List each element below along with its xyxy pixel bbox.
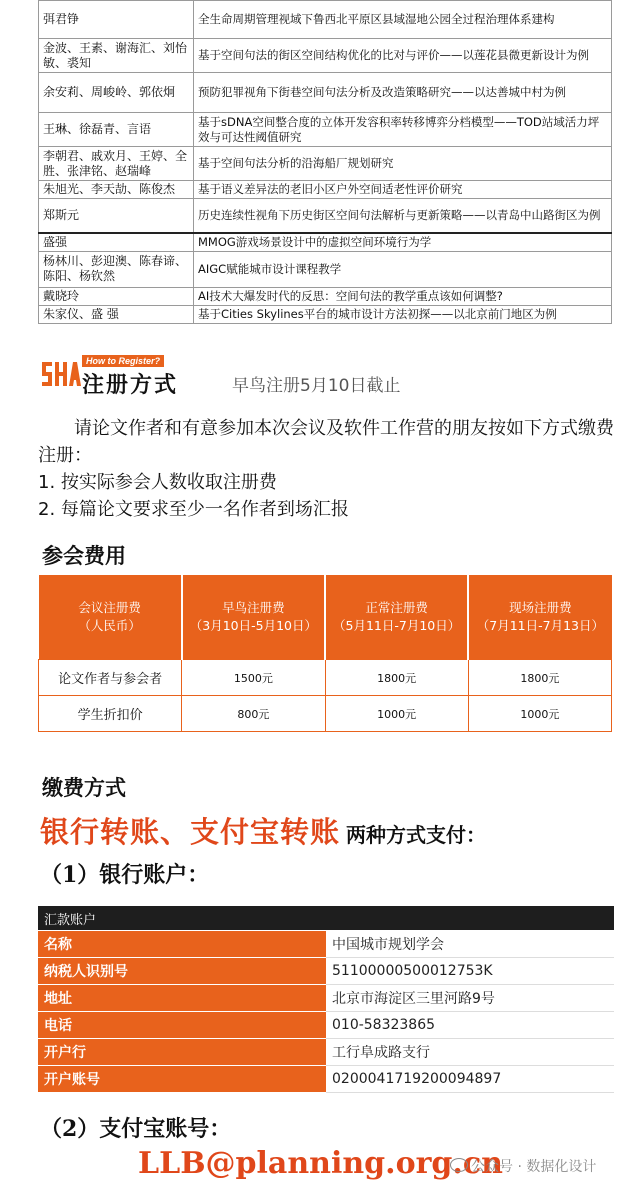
- fees-title: 参会费用: [42, 544, 126, 568]
- paper-title: MMOG游戏场景设计中的虚拟空间环境行为学: [194, 233, 612, 252]
- table-row: [39, 39, 612, 73]
- table-row: [39, 147, 612, 181]
- bank-key: 纳税人识别号: [38, 958, 326, 985]
- table-row: [38, 985, 614, 1012]
- alipay-title: （2）支付宝账号：: [40, 1116, 232, 1142]
- rule-item: 1. 按实际参会人数收取注册费: [38, 472, 277, 493]
- intro-paragraph: 请论文作者和有意参加本次会议及软件工作营的朋友按如下方式缴费注册：: [38, 418, 614, 466]
- paper-title: AI技术大爆发时代的反思：空间句法的教学重点该如何调整?: [194, 287, 612, 305]
- fee-value: 1500元: [182, 660, 325, 696]
- fee-value: 1800元: [325, 660, 468, 696]
- bank-value: 0200041719200094897: [326, 1066, 614, 1093]
- table-row: [38, 1039, 614, 1066]
- payment-methods: [40, 810, 486, 851]
- bank-value: 51100000500012753K: [326, 958, 614, 985]
- bank-account-title: （1）银行账户：: [40, 862, 210, 888]
- table-row: [39, 305, 612, 323]
- bank-key: 开户行: [38, 1039, 326, 1066]
- bank-key: 开户账号: [38, 1066, 326, 1093]
- fee-header: 早鸟注册费 （3月10日-5月10日）: [182, 575, 325, 660]
- early-bird-deadline: 早鸟注册5月10日截止: [232, 376, 401, 396]
- paper-authors: 金波、王素、谢海汇、刘怡敏、裘知: [39, 39, 194, 73]
- table-row: [39, 113, 612, 147]
- bank-value: 中国城市规划学会: [326, 931, 614, 958]
- alipay-account: LLB@planning.org.cn: [138, 1146, 503, 1181]
- table-row: [39, 696, 612, 732]
- rule-item: 2. 每篇论文要求至少一名作者到场汇报: [38, 499, 349, 520]
- paper-authors: 李朝君、戚欢月、王婷、全胜、张津铭、赵瑞峰: [39, 147, 194, 181]
- fee-value: 1800元: [468, 660, 611, 696]
- table-row: [38, 1066, 614, 1093]
- table-row: [38, 958, 614, 985]
- table-row: [39, 1, 612, 39]
- watermark: 公众号 · 数据化设计: [450, 1156, 596, 1176]
- fee-header: 正常注册费 （5月11日-7月10日）: [325, 575, 468, 660]
- fee-header-row: [39, 575, 612, 660]
- payment-methods-suffix: 两种方式支付：: [346, 823, 487, 847]
- fee-value: 1000元: [325, 696, 468, 732]
- payment-methods-highlight: 银行转账、支付宝转账: [40, 815, 341, 849]
- paper-title: 基于空间句法分析的沿海船厂规划研究: [194, 147, 612, 181]
- table-row: [39, 181, 612, 199]
- conference-logo-icon: [38, 356, 82, 392]
- bank-header-row: [38, 906, 614, 931]
- paper-authors: 朱家仪、盛 强: [39, 305, 194, 323]
- table-row: [39, 287, 612, 305]
- table-row: [39, 233, 612, 252]
- paper-title: 基于Cities Skylines平台的城市设计方法初探——以北京前门地区为例: [194, 305, 612, 323]
- bank-header: 汇款账户: [38, 906, 614, 931]
- paper-title: 基于空间句法的街区空间结构优化的比对与评价——以莲花县微更新设计为例: [194, 39, 612, 73]
- fee-value: 800元: [182, 696, 325, 732]
- bank-key: 电话: [38, 1012, 326, 1039]
- paper-authors: 郑斯元: [39, 199, 194, 233]
- table-row: [38, 931, 614, 958]
- fee-row-label: 论文作者与参会者: [39, 660, 182, 696]
- paper-title: 历史连续性视角下历史街区空间句法解析与更新策略——以青岛中山路街区为例: [194, 199, 612, 233]
- bank-key: 地址: [38, 985, 326, 1012]
- fee-header: 会议注册费 （人民币）: [39, 575, 182, 660]
- paper-title: 基于sDNA空间整合度的立体开发容积率转移博弈分档模型——TOD站域活力坪效与可达性阈值研究: [194, 113, 612, 147]
- fee-value: 1000元: [468, 696, 611, 732]
- fee-header: 现场注册费 （7月11日-7月13日）: [468, 575, 611, 660]
- paper-title: 基于语义差异法的老旧小区户外空间适老性评价研究: [194, 181, 612, 199]
- how-to-register-tag: How to Register?: [82, 355, 164, 367]
- bank-value: 工行阜成路支行: [326, 1039, 614, 1066]
- paper-title: 全生命周期管理视域下鲁西北平原区县域湿地公园全过程治理体系建构: [194, 1, 612, 39]
- bank-value: 北京市海淀区三里河路9号: [326, 985, 614, 1012]
- bank-account-table: [38, 906, 614, 1093]
- paper-authors: 盛强: [39, 233, 194, 252]
- paper-title: AIGC赋能城市设计课程教学: [194, 251, 612, 287]
- table-row: [39, 660, 612, 696]
- paper-authors: 余安莉、周峻岭、郭依炯: [39, 73, 194, 113]
- table-row: [38, 1012, 614, 1039]
- bank-key: 名称: [38, 931, 326, 958]
- wechat-icon: [450, 1158, 468, 1172]
- paper-title: 预防犯罪视角下街巷空间句法分析及改造策略研究——以达善城中村为例: [194, 73, 612, 113]
- paper-list-table: [38, 0, 612, 324]
- fee-table: [38, 575, 612, 732]
- paper-authors: 弭君铮: [39, 1, 194, 39]
- register-intro: [38, 415, 618, 523]
- register-title: 注册方式: [82, 373, 179, 398]
- table-row: [39, 73, 612, 113]
- paper-authors: 戴晓玲: [39, 287, 194, 305]
- paper-authors: 朱旭光、李天劼、陈俊杰: [39, 181, 194, 199]
- table-row: [39, 251, 612, 287]
- paper-authors: 杨林川、彭迎澳、陈春谛、陈阳、杨钦然: [39, 251, 194, 287]
- payment-title: 缴费方式: [42, 776, 126, 800]
- bank-value: 010-58323865: [326, 1012, 614, 1039]
- table-row: [39, 199, 612, 233]
- register-header: [38, 352, 612, 396]
- fee-row-label: 学生折扣价: [39, 696, 182, 732]
- paper-authors: 王琳、徐磊青、言语: [39, 113, 194, 147]
